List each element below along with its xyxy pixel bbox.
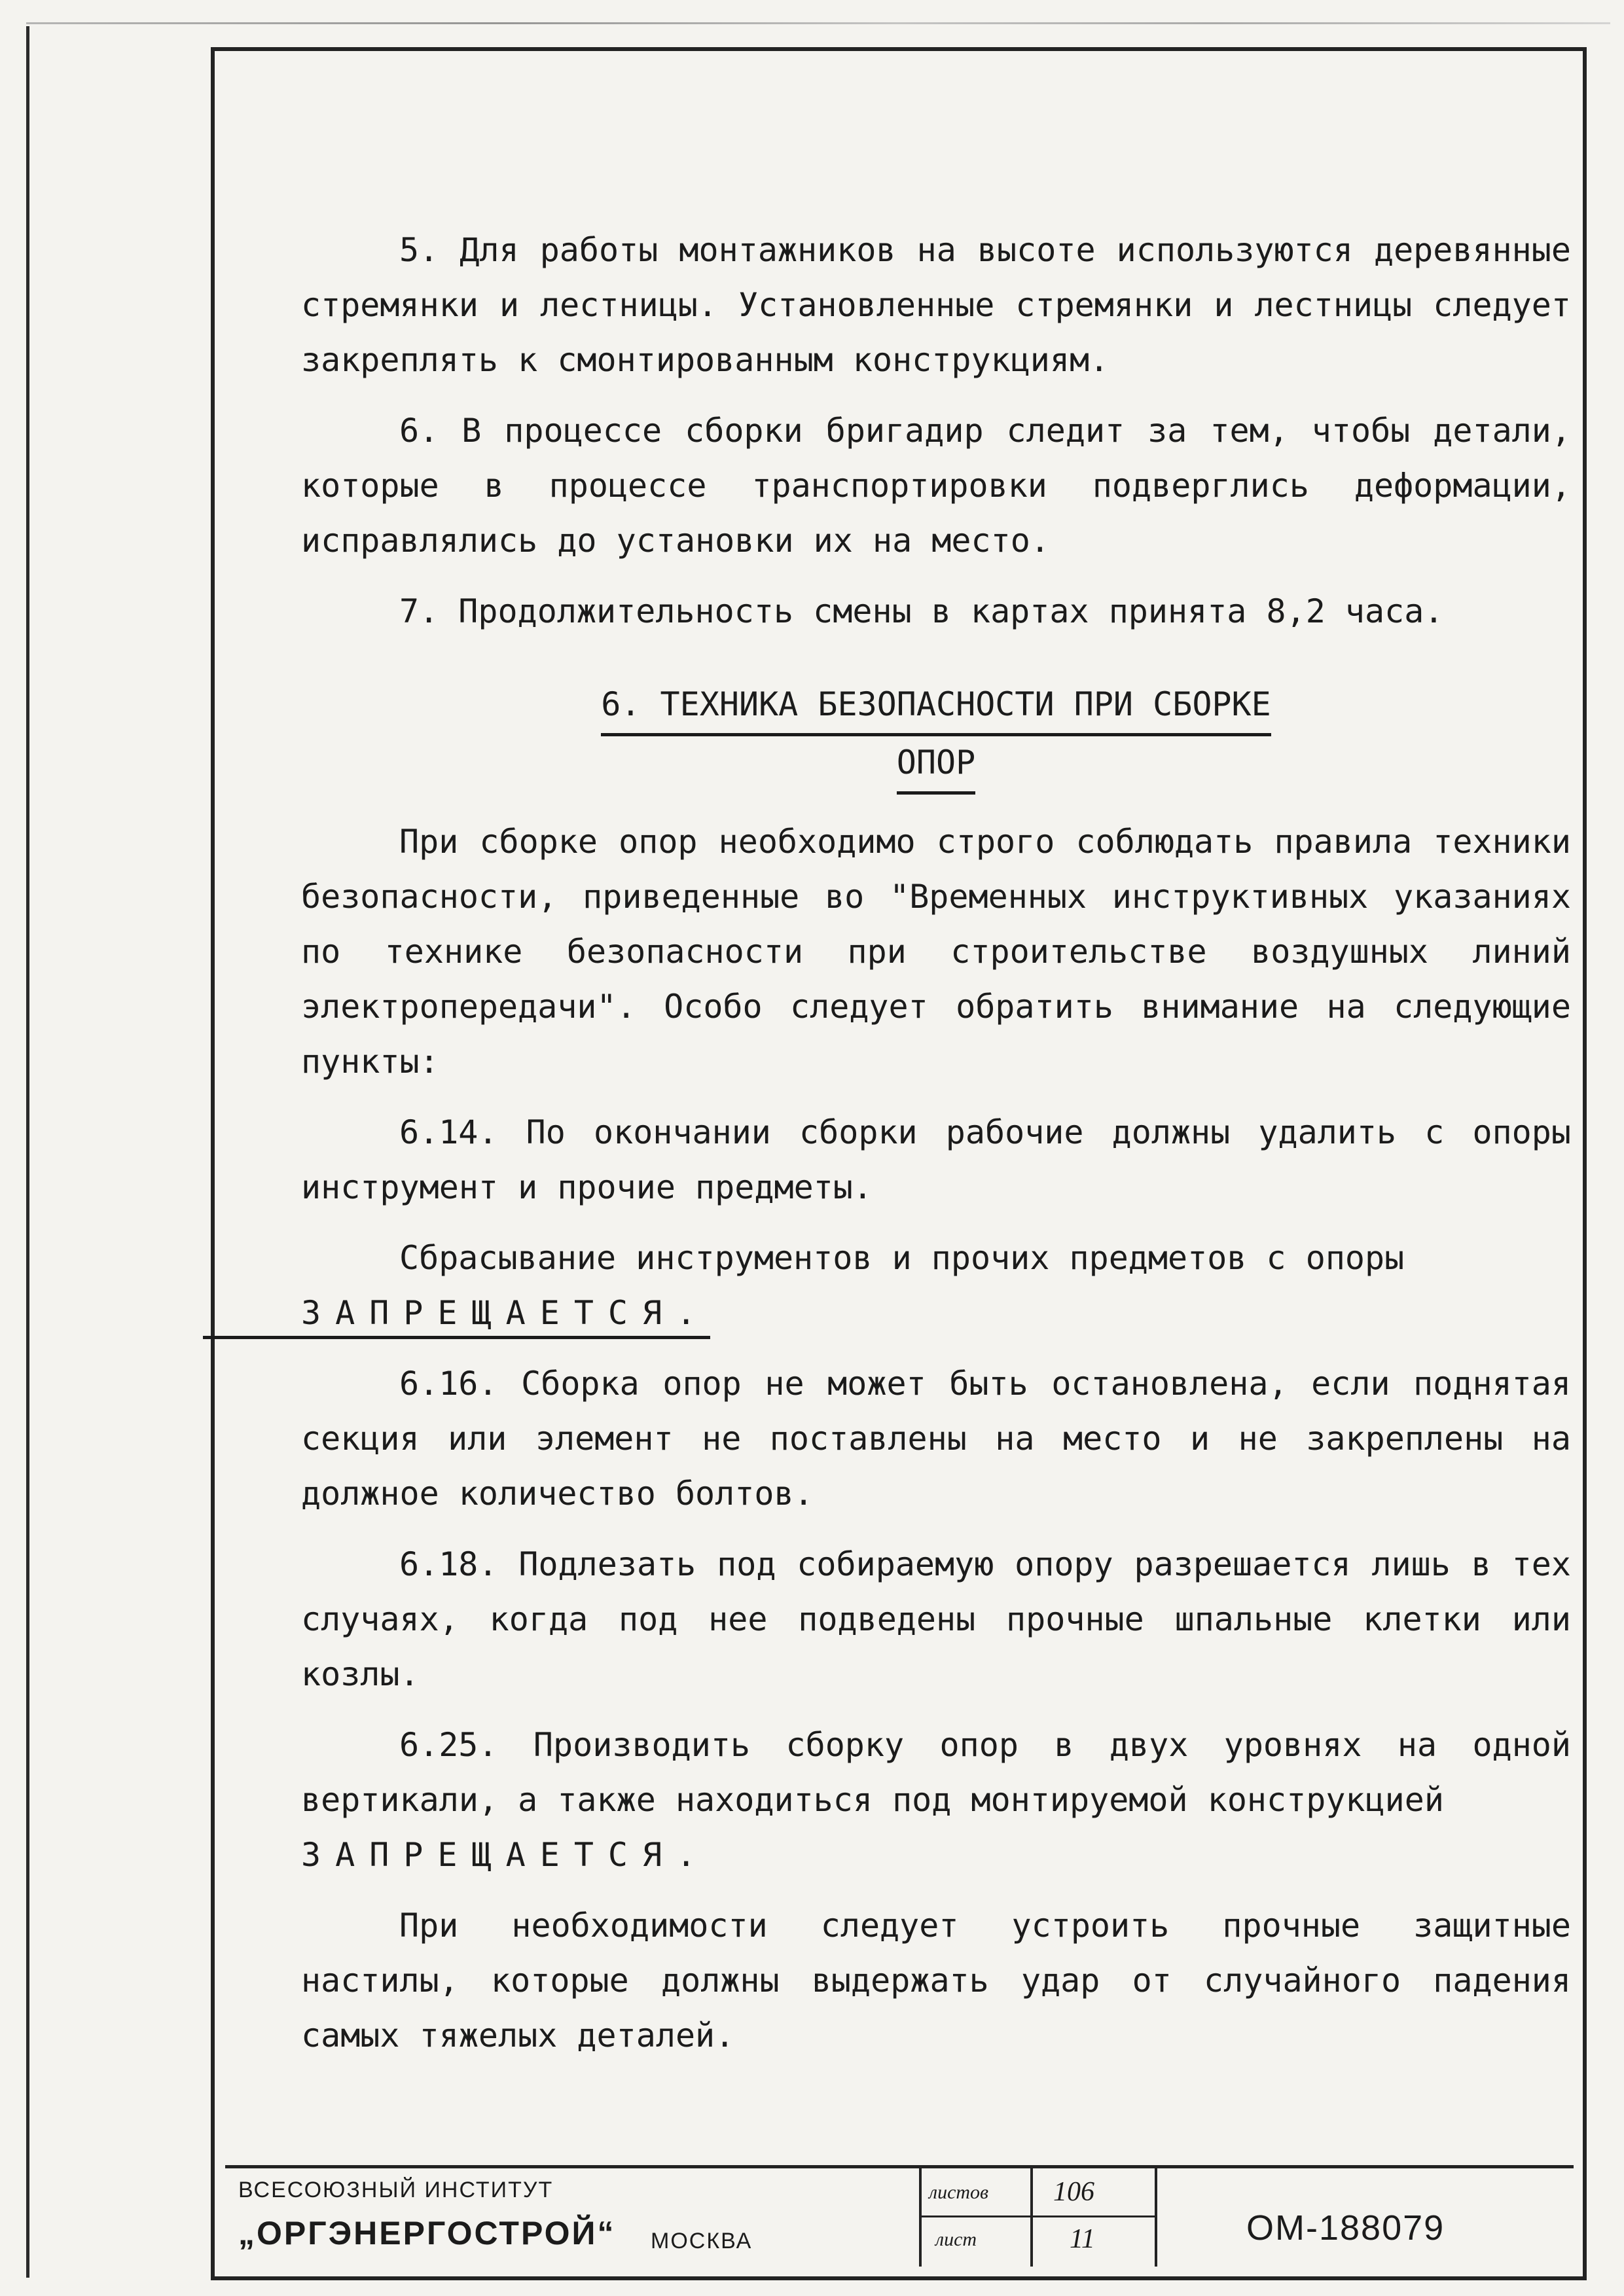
prohibited-word: ЗАПРЕЩАЕТСЯ.: [301, 1294, 711, 1332]
sheet-value: 11: [1070, 2224, 1095, 2254]
sheets-label: листов: [929, 2181, 989, 2203]
document-body: [301, 223, 1571, 2079]
item-6-25-paragraph: [301, 1717, 1571, 1882]
stamp-divider-2: [1030, 2168, 1033, 2267]
prohibited-notice: [203, 1294, 710, 1339]
document-number: ОМ-188079: [1246, 2208, 1445, 2248]
sheets-value: 106: [1053, 2177, 1094, 2207]
sheet-label: лист: [935, 2229, 977, 2250]
throwing-paragraph: [301, 1230, 1571, 1340]
title-block: [225, 2165, 1574, 2267]
item-6-25: 6.25. Производить сборку опор в двух уровнях на одной вертикали, а также находиться под монтируемой конструкцией: [301, 1726, 1571, 1819]
item-6-18: 6.18. Подлезать под собираемую опору разрешается лишь в тех случаях, когда под нее подведены прочные шпальные клетки или козлы.: [301, 1545, 1571, 1693]
section-heading: [301, 678, 1571, 795]
stamp-divider-3: [1155, 2168, 1157, 2267]
institute-label: ВСЕСОЮЗНЫЙ ИНСТИТУТ: [238, 2178, 554, 2202]
stamp-row-divider: [919, 2215, 1155, 2217]
item-6-14: 6.14. По окончании сборки рабочие должны удалить с опоры инструмент и прочие предметы.: [301, 1113, 1571, 1206]
paragraph-5: 5. Для работы монтажников на высоте используются деревянные стремянки и лестницы. Установленные стремянки и лестницы следует закреплять к смонтированным конструкциям.: [301, 231, 1571, 379]
organization-name: „ОРГЭНЕРГОСТРОЙ“: [238, 2215, 616, 2251]
city-label: МОСКВА: [651, 2229, 753, 2253]
paragraph-7: 7. Продолжительность смены в картах принята 8,2 часа.: [399, 592, 1444, 630]
section-heading-line1: 6. ТЕХНИКА БЕЗОПАСНОСТИ ПРИ СБОРКЕ: [601, 678, 1271, 736]
paragraph-6: 6. В процессе сборки бригадир следит за тем, чтобы детали, которые в процессе транспортировки подверглись деформации, исправлялись до установки их на место.: [301, 412, 1571, 560]
scan-edge-top: [26, 22, 1610, 24]
section-heading-line2: ОПОР: [897, 736, 975, 795]
scan-edge-left: [26, 26, 29, 2278]
stamp-divider-1: [919, 2168, 922, 2267]
intro-paragraph: При сборке опор необходимо строго соблюдать правила техники безопасности, приведенные во "Временных инструктивных указаниях по технике безопасности при строительстве воздушных линий электропередачи". Особо следует обратить внимание на следующие пункты:: [301, 823, 1571, 1081]
final-paragraph: При необходимости следует устроить прочные защитные настилы, которые должны выдержать удар от случайного падения самых тяжелых деталей.: [301, 1907, 1571, 2054]
item-6-16: 6.16. Сборка опор не может быть остановлена, если поднятая секция или элемент не поставлены на место и не закреплены на должное количество болтов.: [301, 1365, 1571, 1513]
throwing-text: Сбрасывание инструментов и прочих предметов с опоры: [399, 1239, 1405, 1277]
prohibited-word-2: ЗАПРЕЩАЕТСЯ.: [301, 1836, 711, 1874]
